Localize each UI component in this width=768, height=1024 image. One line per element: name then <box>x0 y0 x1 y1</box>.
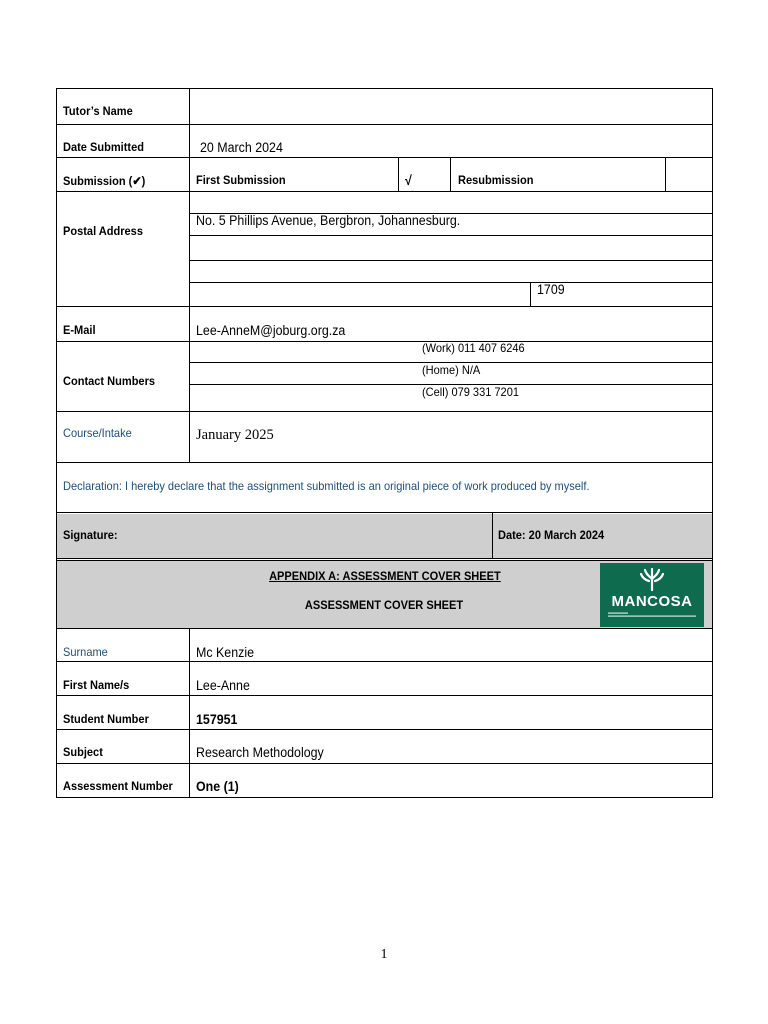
assessment-number-value[interactable]: One (1) <box>196 779 239 794</box>
postal-line <box>189 235 713 236</box>
student-number-value[interactable]: 157951 <box>196 712 238 727</box>
postal-line <box>189 260 713 261</box>
row-line <box>56 124 713 125</box>
postal-line <box>189 282 713 283</box>
row-line <box>56 661 713 662</box>
row-line <box>56 628 713 629</box>
row-line <box>56 763 713 764</box>
email-label: E-Mail <box>63 323 96 337</box>
student-number-label: Student Number <box>63 712 149 726</box>
row-line <box>56 157 713 158</box>
resubmission-checkbox[interactable] <box>672 165 703 185</box>
table-right-border <box>712 88 713 798</box>
label-column-divider-top <box>189 88 190 463</box>
postal-address-line1[interactable]: No. 5 Phillips Avenue, Bergbron, Johannesburg. <box>196 213 461 228</box>
subject-value[interactable]: Research Methodology <box>196 745 324 760</box>
row-line <box>56 729 713 730</box>
date-submitted-label: Date Submitted <box>63 140 144 154</box>
submission-label: Submission (✔) <box>63 174 146 188</box>
contact-work[interactable]: (Work) 011 407 6246 <box>422 341 525 355</box>
surname-label: Surname <box>63 645 108 659</box>
submission-divider <box>665 157 666 191</box>
mancosa-logo-text: MANCOSA <box>611 593 693 610</box>
row-line <box>56 306 713 307</box>
signature-label: Signature: <box>63 528 118 542</box>
row-line <box>56 462 713 463</box>
submission-divider <box>450 157 451 191</box>
first-name-label: First Name/s <box>63 678 130 692</box>
first-submission-checkmark[interactable]: √ <box>405 173 412 188</box>
appendix-subtitle-text: ASSESSMENT COVER SHEET <box>305 598 464 612</box>
row-line <box>56 512 713 513</box>
email-value[interactable]: Lee-AnneM@joburg.org.za <box>196 323 346 338</box>
first-submission-label: First Submission <box>196 173 286 187</box>
submission-divider <box>398 157 399 191</box>
mancosa-logo-tagline <box>608 612 696 618</box>
subject-label: Subject <box>63 745 103 759</box>
postal-code[interactable]: 1709 <box>537 282 565 297</box>
course-intake-value[interactable]: January 2025 <box>196 427 274 443</box>
postal-address-label: Postal Address <box>63 224 143 238</box>
mancosa-logo <box>600 563 704 627</box>
label-column-divider-bottom <box>189 628 190 798</box>
surname-value[interactable]: Mc Kenzie <box>196 645 254 660</box>
signature-row-bg <box>57 514 712 558</box>
assessment-number-label: Assessment Number <box>63 779 173 793</box>
signature-divider <box>492 512 493 559</box>
table-top-border <box>56 88 713 89</box>
declaration-text: Declaration: I hereby declare that the assignment submitted is an original piece of work produced by myself. <box>63 479 590 493</box>
row-line <box>56 558 713 559</box>
appendix-title-text: APPENDIX A: ASSESSMENT COVER SHEET <box>268 569 501 583</box>
postal-code-divider <box>530 282 531 306</box>
row-line <box>56 191 713 192</box>
first-name-value[interactable]: Lee-Anne <box>196 678 250 693</box>
row-line <box>56 560 713 561</box>
row-line <box>56 695 713 696</box>
contact-home[interactable]: (Home) N/A <box>422 363 481 377</box>
date-submitted-value[interactable]: 20 March 2024 <box>200 140 283 155</box>
course-intake-label: Course/Intake <box>63 426 132 440</box>
table-bottom-border <box>56 797 713 798</box>
tutor-name-field[interactable] <box>196 100 656 118</box>
signature-date-label: Date: 20 March 2024 <box>498 528 605 542</box>
row-line <box>56 341 713 342</box>
contact-numbers-label: Contact Numbers <box>63 374 156 388</box>
contact-cell[interactable]: (Cell) 079 331 7201 <box>422 385 519 399</box>
resubmission-label: Resubmission <box>458 173 534 187</box>
mancosa-tree-icon <box>600 563 704 593</box>
tutor-name-label: Tutor’s Name <box>63 104 133 118</box>
page-number: 1 <box>380 947 388 962</box>
table-left-border <box>56 88 57 798</box>
row-line <box>56 411 713 412</box>
